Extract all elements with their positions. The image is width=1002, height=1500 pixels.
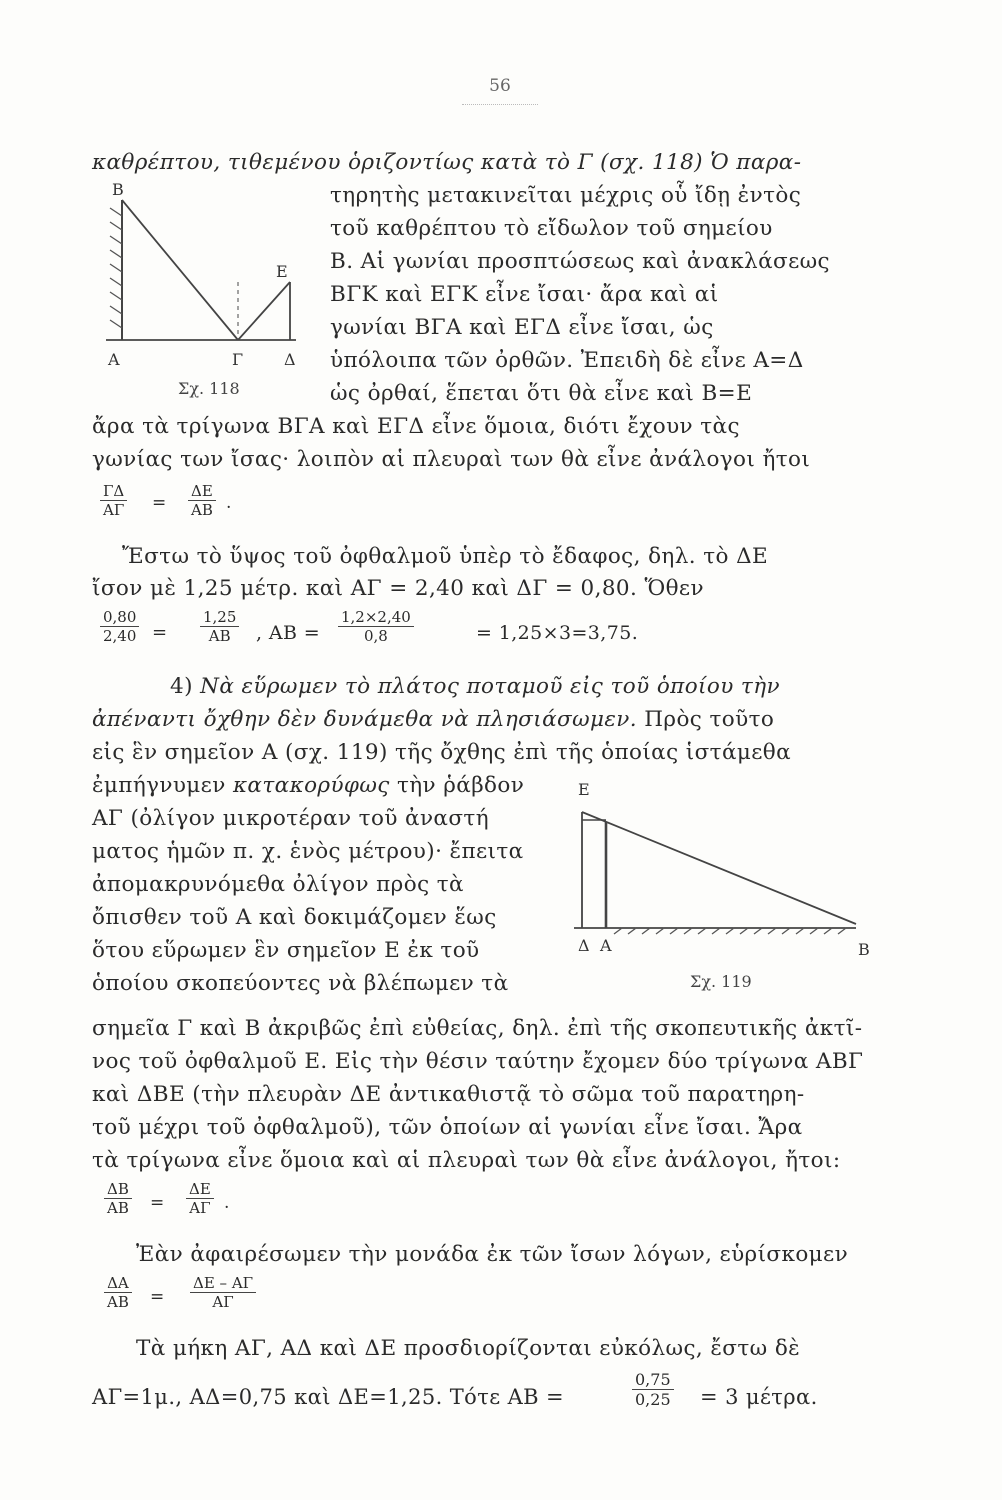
formula-4-frac-1 <box>104 1274 132 1311</box>
text-line-9: ἄρα τὰ τρίγωνα ΒΓΑ καὶ ΕΓΔ εἶνε ὅμοια, διότι ἔχουν τὰς <box>92 414 740 439</box>
f3-eq: = <box>150 1193 165 1213</box>
f1-num-1: ΓΔ <box>100 482 127 501</box>
f4-den-1: ΑΒ <box>107 1293 129 1311</box>
text-line-24: νος τοῦ ὀφθαλμοῦ Ε. Εἰς τὴν θέσιν ταύτην ἔχομεν δύο τρίγωνα ΑΒΓ <box>92 1049 864 1074</box>
text-line-14 <box>92 705 774 735</box>
f5-den: 0,25 <box>635 1390 671 1409</box>
f5-num: 0,75 <box>632 1370 674 1390</box>
fig119-label-e: Ε <box>578 780 590 799</box>
text-line-8: ὡς ὀρθαί, ἕπεται ὅτι θὰ εἶνε καὶ Β=Ε <box>330 381 753 406</box>
fig118-label-a: Α <box>108 350 120 369</box>
text-line-21: ὅτου εὕρωμεν ἓν σημεῖον Ε ἐκ τοῦ <box>92 938 480 963</box>
text-line-13 <box>170 672 780 702</box>
f2-den-2: ΑΒ <box>208 627 231 645</box>
text-line-28: Ἐὰν ἀφαιρέσωμεν τὴν μονάδα ἐκ τῶν ἴσων λόγων, εὑρίσκομεν <box>136 1242 849 1267</box>
f2-mid: , ΑΒ = <box>256 622 321 644</box>
f3-num-2: ΔΕ <box>186 1180 214 1199</box>
f2-den-1: 2,40 <box>103 627 137 645</box>
page-number: 56 <box>489 76 511 96</box>
figure-118 <box>100 182 300 360</box>
fig118-label-b: Β <box>112 180 124 199</box>
formula-2-frac-3 <box>338 608 414 645</box>
f1-eq: = <box>152 493 167 513</box>
heading-continuation: Πρὸς τοῦτο <box>644 707 775 732</box>
text-line-20: ὄπισθεν τοῦ Α καὶ δοκιμάζομεν ἕως <box>92 905 497 930</box>
text-line-16 <box>92 771 524 801</box>
text-line-18: ματος ἡμῶν π. χ. ἑνὸς μέτρου)· ἔπειτα <box>92 839 524 864</box>
fig118-label-d: Δ <box>284 350 296 369</box>
f3-den-2: ΑΓ <box>189 1199 211 1217</box>
text-line-1: καθρέπτου, τιθεμένου ὁριζοντίως κατὰ τὸ Γ (σχ. 118) Ὁ παρα- <box>92 150 802 175</box>
f2-eq: = <box>152 622 168 643</box>
f1-end: . <box>226 493 232 513</box>
text-line-26: τοῦ μέχρι τοῦ ὀφθαλμοῦ), τῶν ὁποίων αἱ γωνίαι εἶνε ἴσαι. Ἄρα <box>92 1115 803 1140</box>
text-line-7: ὑπόλοιπα τῶν ὀρθῶν. Ἐπειδὴ δὲ εἶνε Α=Δ <box>330 348 804 373</box>
text-line-27: τὰ τρίγωνα εἶνε ὅμοια καὶ αἱ πλευραὶ των θὰ εἶνε ἀνάλογοι, ἤτοι: <box>92 1148 841 1173</box>
figure-119 <box>570 800 870 950</box>
fig119-label-a: Α <box>600 936 612 955</box>
text-line-29: Τὰ μήκη ΑΓ, ΑΔ καὶ ΔΕ προσδιορίζονται εὐκόλως, ἔστω δὲ <box>136 1336 801 1361</box>
fig119-caption: Σχ. 119 <box>690 972 752 991</box>
formula-3-frac-2 <box>186 1180 214 1217</box>
text-line-2: τηρητὴς μετακινεῖται μέχρις οὗ ἴδῃ ἐντὸς <box>330 183 802 208</box>
f2-num-3: 1,2×2,40 <box>338 608 414 627</box>
f4-eq: = <box>150 1287 165 1307</box>
formula-4-frac-2 <box>190 1274 256 1311</box>
text-line-12: ἴσον μὲ 1,25 μέτρ. καὶ ΑΓ = 2,40 καὶ ΔΓ = 0,80. Ὅθεν <box>92 576 704 601</box>
fig118-label-g: Γ <box>232 350 244 369</box>
text-line-23: σημεῖα Γ καὶ Β ἀκριβῶς ἐπὶ εὐθείας, δηλ. ἐπὶ τῆς σκοπευτικῆς ἀκτῖ- <box>92 1016 863 1041</box>
text-line-3: τοῦ καθρέπτου τὸ εἴδωλον τοῦ σημείου <box>330 216 773 241</box>
f3-num-1: ΔΒ <box>104 1180 132 1199</box>
l16-part-c: τὴν ῥάβδον <box>396 773 525 798</box>
f2-result: = 1,25×3=3,75. <box>476 622 639 644</box>
f1-den-1: ΑΓ <box>103 501 125 519</box>
fig119-label-d: Δ <box>578 936 590 955</box>
f4-num-1: ΔΑ <box>104 1274 132 1293</box>
f2-den-3: 0,8 <box>363 627 388 645</box>
fig119-label-b: Β <box>858 940 870 959</box>
text-line-25: καὶ ΔΒΕ (τὴν πλευρὰν ΔΕ ἀντικαθιστᾷ τὸ σῶμα τοῦ παρατηρη- <box>92 1082 805 1107</box>
fig118-caption: Σχ. 118 <box>178 379 240 398</box>
text-line-6: γωνίαι ΒΓΑ καὶ ΕΓΔ εἶνε ἴσαι, ὡς <box>330 315 714 340</box>
formula-2-frac-2 <box>200 608 239 645</box>
text-line-15: εἰς ἓν σημεῖον Α (σχ. 119) τῆς ὄχθης ἐπὶ τῆς ὁποίας ἱστάμεθα <box>92 740 792 765</box>
heading-text-1: Νὰ εὕρωμεν τὸ πλάτος ποταμοῦ εἰς τοῦ ὁποίου τὴν <box>200 674 780 699</box>
heading-number: 4) <box>170 674 193 699</box>
formula-3-frac-1 <box>104 1180 132 1217</box>
fig118-label-e: Ε <box>276 262 288 281</box>
formula-2-frac-1 <box>100 608 139 645</box>
f3-den-1: ΑΒ <box>107 1199 129 1217</box>
formula-1-frac-2 <box>188 482 216 519</box>
f3-end: . <box>224 1193 230 1213</box>
formula-5-frac <box>632 1370 674 1409</box>
f4-den-2: ΑΓ <box>212 1293 234 1311</box>
heading-text-2: ἀπέναντι ὄχθην δὲν δυνάμεθα νὰ πλησιάσωμεν. <box>92 707 638 732</box>
f1-num-2: ΔΕ <box>188 482 216 501</box>
f1-den-2: ΑΒ <box>191 501 213 519</box>
text-line-5: ΒΓΚ καὶ ΕΓΚ εἶνε ἴσαι· ἄρα καὶ αἱ <box>330 282 719 307</box>
formula-1-frac-1 <box>100 482 127 519</box>
f2-num-2: 1,25 <box>200 608 239 627</box>
text-line-4: Β. Αἱ γωνίαι προσπτώσεως καὶ ἀνακλάσεως <box>330 249 830 274</box>
header-rule <box>462 104 538 105</box>
text-line-30a: ΑΓ=1μ., ΑΔ=0,75 καὶ ΔΕ=1,25. Τότε ΑΒ = <box>92 1385 565 1409</box>
f2-num-1: 0,80 <box>100 608 139 627</box>
text-line-22: ὁποίου σκοπεύοντες νὰ βλέπωμεν τὰ <box>92 971 509 996</box>
text-line-10: γωνίας των ἴσας· λοιπὸν αἱ πλευραὶ των θὰ εἶνε ἀνάλογοι ἤτοι <box>92 447 811 472</box>
l16-part-a: ἐμπήγνυμεν <box>92 773 226 798</box>
text-line-19: ἀπομακρυνόμεθα ὀλίγον πρὸς τὰ <box>92 872 464 897</box>
text-line-30b: = 3 μέτρα. <box>700 1385 818 1409</box>
f4-num-2: ΔΕ – ΑΓ <box>190 1274 256 1293</box>
l16-part-b: κατακορύφως <box>232 773 390 798</box>
text-line-11: Ἔστω τὸ ὕψος τοῦ ὀφθαλμοῦ ὑπὲρ τὸ ἔδαφος, δηλ. τὸ ΔΕ <box>122 544 769 569</box>
text-line-17: ΑΓ (ὀλίγον μικροτέραν τοῦ ἀναστή <box>92 806 489 831</box>
